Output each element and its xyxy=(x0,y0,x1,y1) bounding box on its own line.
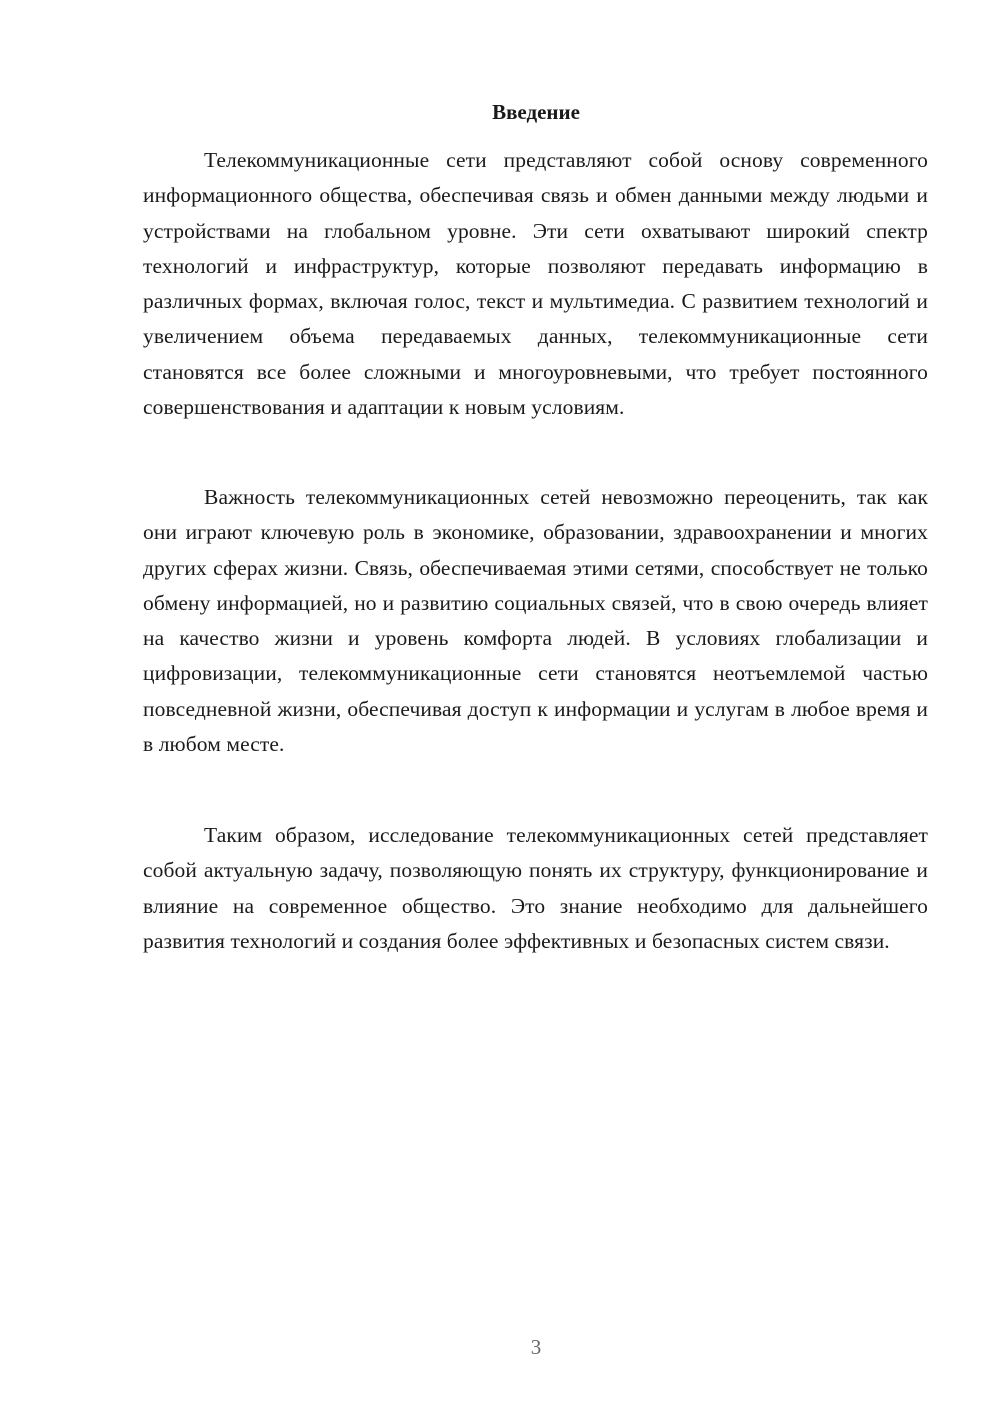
page-number: 3 xyxy=(530,1335,542,1359)
section-title: Введение xyxy=(492,100,580,124)
paragraph-intro: Телекоммуникационные сети представляют собой основу современного информационного общества, обеспечивая связь и обмен данными между людьми и устройствами на глобальном уровне. Эти сети охватывают широкий спектр технологий и инфраструктур, которые позволяют передавать информацию в различных формах, включая голос, текст и мультимедиа. С развитием технологий и увеличением объема передаваемых данных, телекоммуникационные сети становятся все более сложными и многоуровневыми, что требует постоянного совершенствования и адаптации к новым условиям. xyxy=(143,148,928,420)
paragraph-importance: Важность телекоммуникационных сетей невозможно переоценить, так как они играют ключевую роль в экономике, образовании, здравоохранении и многих других сферах жизни. Связь, обеспечиваемая этими сетями, способствует не только обмену информацией, но и развитию социальных связей, что в свою очередь влияет на качество жизни и уровень комфорта людей. В условиях глобализации и цифровизации, телекоммуникационные сети становятся неотъемлемой частью повседневной жизни, обеспечивая доступ к информации и услугам в любое время и в любом месте. xyxy=(143,485,928,757)
paragraph-conclusion: Таким образом, исследование телекоммуникационных сетей представляет собой актуальную задачу, позволяющую понять их структуру, функционирование и влияние на современное общество. Это знание необходимо для дальнейшего развития технологий и создания более эффективных и безопасных систем связи. xyxy=(143,823,928,953)
